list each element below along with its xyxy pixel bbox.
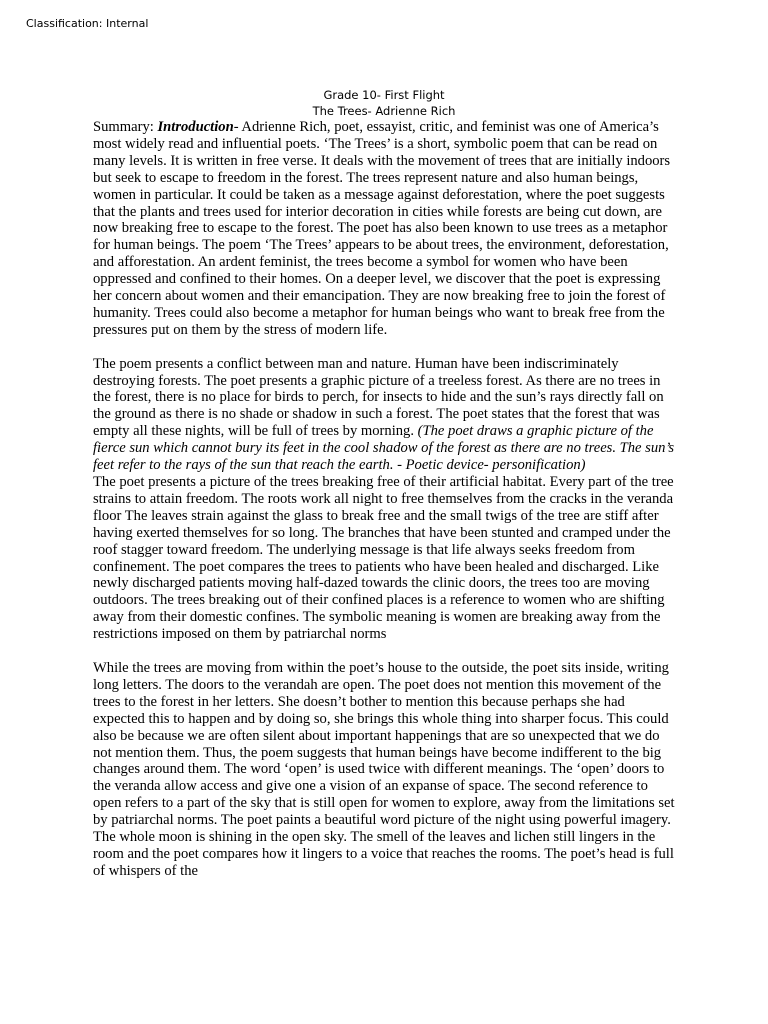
conflict-text: The poem presents a conflict between man and nature. Human have been indiscriminately destroying forests. The poet presents a graphic picture of a treeless forest. As there are no trees in the forest, there is no place for birds to perch, for insects to hide and the sun’s rays directly fall on the ground as there is no shade or shadow in such a forest. The poet states that the forest that was empty all these nights, will be full of trees by morning.: [93, 355, 664, 440]
document-subtitle: The Trees- Adrienne Rich: [312, 104, 456, 118]
summary-paragraph: [93, 119, 675, 339]
document-body: [93, 119, 675, 880]
introduction-text: - Adrienne Rich, poet, essayist, critic, and feminist was one of America’s most widely read and influential poets. ‘The Trees’ is a short, symbolic poem that can be read on many levels. It is written in free verse. It deals with the movement of trees that are initially indoors but seek to escape to freedom in the forest. The trees represent nature and also human beings, women in particular. It could be taken as a message against deforestation, where the poet suggests that the plants and trees used for interior decoration in cities while forests are being cut down, are now breaking free to escape to the forest. The poet has also been known to use trees as a metaphor for human beings. The poem ‘The Trees’ appears to be about trees, the environment, deforestation, and afforestation. An ardent feminist, the trees become a symbol for women who have been oppressed and confined to their homes. On a deeper level, we discover that the poet is expressing her concern about women and their emancipation. They are now breaking free to join the forest of humanity. Trees could also become a metaphor for human beings who want to break free from the pressures put on them by the stress of modern life.: [93, 119, 671, 338]
freedom-paragraph: The poet presents a picture of the trees breaking free of their artificial habitat. Every part of the tree strains to attain freedom. The roots work all night to free themselves from the cracks in the veranda floor The leaves strain against the glass to break free and the small twigs of the tree are stiff after having exerted themselves for so long. The branches that have been stunted and cramped under the roof stagger toward freedom. The underlying message is that life always seeks freedom from confinement. The poet compares the trees to patients who have been healed and discharged. Like newly discharged patients moving half-dazed towards the clinic doors, the trees too are moving outdoors. The trees breaking out of their confined places is a reference to women who are shifting away from their domestic confines. The symbolic meaning is women are breaking away from the restrictions imposed on them by patriarchal norms: [93, 474, 674, 643]
conflict-paragraph: [93, 356, 675, 474]
classification-label: Classification: Internal: [26, 17, 149, 30]
poetic-device-note: (The poet draws a graphic picture of the fierce sun which cannot bury its feet in the cool shadow of the forest as there are no trees. The sun’s feet refer to the rays of the sun that reach the earth. - Poetic device- personification): [93, 423, 675, 474]
letters-paragraph: While the trees are moving from within the poet’s house to the outside, the poet sits inside, writing long letters. The doors to the verandah are open. The poet does not mention this movement of the trees to the forest in her letters. She doesn’t bother to mention this because perhaps she had expected this to happen and by doing so, she brings this whole thing into sharper focus. This could also be because we are often silent about important happenings that are so unexpected that we do not mention them. Thus, the poem suggests that human beings have become indifferent to the big changes around them. The word ‘open’ is used twice with different meanings. The ‘open’ doors to the veranda allow access and give one a vision of an expanse of space. The second reference to open refers to a part of the sky that is still open for women to explore, away from the limitations set by patriarchal norms. The poet paints a beautiful word picture of the night using powerful imagery. The whole moon is shining in the open sky. The smell of the leaves and lichen still lingers in the room and the poet compares how it lingers to a voice that reaches the rooms. The poet’s head is full of whispers of the: [93, 659, 675, 879]
document-title: Grade 10- First Flight: [323, 88, 445, 102]
introduction-heading: Introduction: [157, 119, 234, 135]
summary-label: Summary:: [93, 119, 158, 135]
